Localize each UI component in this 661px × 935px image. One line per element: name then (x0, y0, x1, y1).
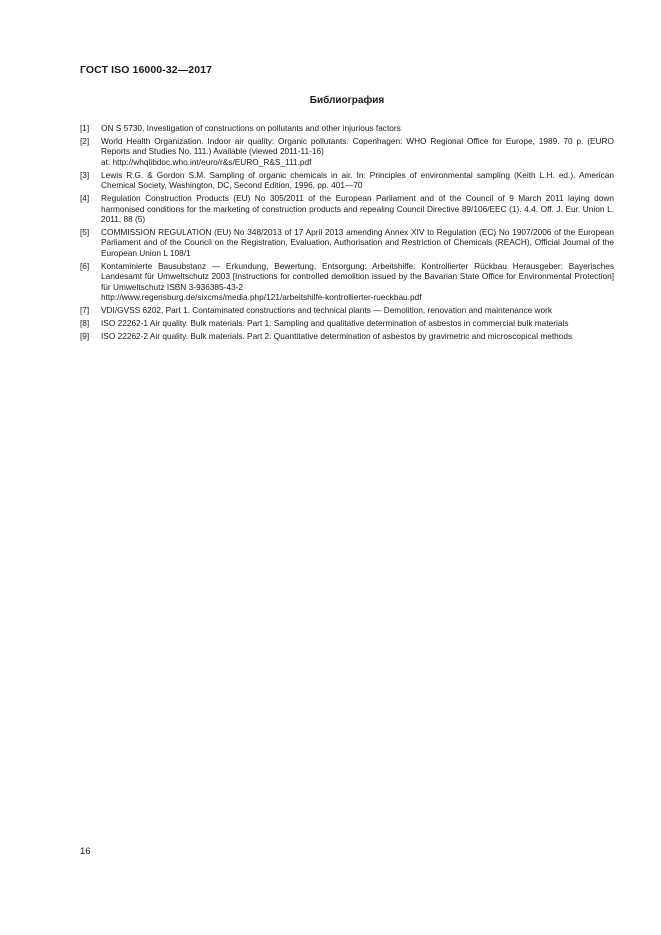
entry-text: ON S 5730, Investigation of constructions on pollutants and other injurious factors (101, 123, 401, 133)
bibliography-entry (80, 170, 614, 191)
entry-number: [7] (80, 305, 90, 316)
entry-text: VDI/GVSS 6202, Part 1. Contaminated constructions and technical plants — Demolition, renovation and maintenance work (101, 305, 553, 316)
bibliography-entry (80, 123, 614, 133)
entry-number: [6] (80, 260, 90, 271)
entry-text: World Health Organization. Indoor air quality: Organic pollutants. Copenhagen: WHO Regional Office for Europe, 1989. 70 p. (EURO Reports and Studies No. 111.) Available (viewed 2011-11-16) at: http://whqlibdoc.who.int/euro/r&s/EURO_R&S_111.pdf (101, 136, 614, 167)
section-title: Библиография (309, 95, 385, 106)
entry-text: COMMISSION REGULATION (EU) No 348/2013 of 17 April 2013 amending Annex XIV to Regulation (EC) No 1907/2006 of the European Parliament and of the Council on the Registration, Evaluation, Authorisation and Restriction of Chemicals (REACH), Official Journal of the European Union L 108/1 (101, 227, 614, 258)
bibliography-list (80, 123, 614, 344)
entry-text: ISO 22262-2 Air quality. Bulk materials. Part 2: Quantitative determination of asbestos by gravimetric and microscopical methods (101, 331, 573, 342)
bibliography-entry (80, 193, 614, 224)
entry-text: ISO 22262-1 Air quality. Bulk materials. Part 1: Sampling and qualitative determination of asbestos in commercial bulk materials (101, 318, 569, 329)
entry-number: [8] (80, 318, 90, 329)
entry-number: [2] (80, 136, 90, 146)
entry-number: [5] (80, 227, 90, 238)
entry-number: [9] (80, 331, 90, 342)
bibliography-entry (80, 136, 614, 167)
bibliography-entry (80, 227, 614, 258)
entry-number: [4] (80, 193, 90, 204)
entry-text: Lewis R.G. & Gordon S.M. Sampling of organic chemicals in air. In: Principles of environmental sampling (Keith L.H. ed.). American Chemical Society, Washington, DC, Second Edition, 1996, pp. 401—70 (101, 169, 614, 191)
entry-number: [1] (80, 123, 90, 133)
entry-number: [3] (80, 169, 90, 180)
entry-text: Kontaminierte Bausubstanz — Erkundung, Bewertung, Entsorgung: Arbeitshilfe: Kontrollierter Rückbau Herausgeber: Bayerisches Landesamt für Umweltschutz 2003 [Instructions for controlled demolition issued by the Bavarian State Office for Environmental Protection] für Umweltschutz ISBN 3-936385-43-2 http://www.regensburg.de/sixcms/media.php/121/arbeitshilfe-kontrollierter-rueckbau.pdf (101, 260, 614, 303)
bibliography-entry (80, 305, 614, 315)
page-number: 16 (80, 846, 91, 857)
bibliography-entry (80, 331, 614, 341)
bibliography-entry (80, 318, 614, 328)
bibliography-entry (80, 261, 614, 303)
entry-text: Regulation Construction Products (EU) No 305/2011 of the European Parliament and of the Council of 9 March 2011 laying down harmonised conditions for the marketing of construction products and repealing Council Directive 89/106/EEC (1). 4.4. Off. J. Eur. Union L. 2011, 88 (5) (101, 193, 614, 225)
document-header: ГОСТ ISO 16000-32—2017 (80, 64, 213, 76)
